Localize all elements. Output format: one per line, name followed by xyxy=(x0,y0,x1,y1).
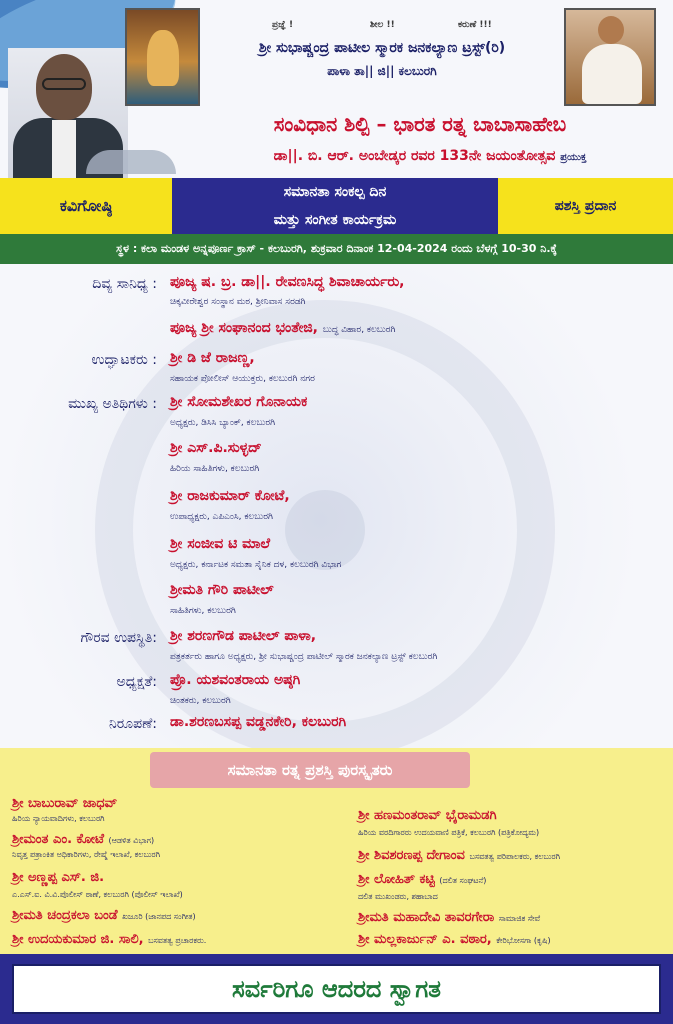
footer xyxy=(0,954,673,1024)
trust-place: ಪಾಳಾ ತಾ|| ಜಿ|| ಕಲಬುರಗಿ xyxy=(327,64,437,78)
awardee-name xyxy=(358,872,486,887)
awardee-note: (ದಲಿತ ಸಂಘಟನೆ) xyxy=(439,876,487,885)
awardee-note: ಕೇರಿಭೋಸಗಾ (ಕೃಷಿ) xyxy=(496,936,551,945)
guest-desc: ಪತ್ರಕರ್ತರು ಹಾಗೂ ಅಧ್ಯಕ್ಷರು, ಶ್ರೀ ಸುಭಾಷ್ಚಂದ್ರ ಪಾಟೀಲ್ ಸ್ಮಾರಕ ಜನಕಲ್ಯಾಣ ಟ್ರಸ್ಟ್ ಕಲಬುರಗಿ xyxy=(170,652,438,662)
awardee-note: ಬಸವತತ್ವ ಪ್ರಚಾರಕರು. xyxy=(148,936,207,945)
band-middle-line1: ಸಮಾನತಾ ಸಂಕಲ್ಪ ದಿನ xyxy=(283,184,387,200)
motto-sheela: ಶೀಲ !! xyxy=(370,20,395,30)
awardee-name: ಶ್ರೀ ಹಣಮಂತರಾವ್ ಭೈರಾಮಡಗಿ xyxy=(358,808,497,823)
label-mukhya-atithi: ಮುಖ್ಯ ಅತಿಥಿಗಳು : xyxy=(68,396,157,412)
awardee-note: ಸಾಮಾಜಿಕ ಸೇವೆ xyxy=(498,914,541,923)
band-award: ಪಶಸ್ತಿ ಪ್ರದಾನ xyxy=(498,178,673,234)
awardee-name xyxy=(358,848,560,863)
guest-name: ಶ್ರೀ ಸಂಜೀವ ಟಿ ಮಾಲೆ xyxy=(170,536,271,552)
guest-desc: ಉಪಾಧ್ಯಕ್ಷರು, ಎಪಿಎಂಸಿ, ಕಲಬುರಗಿ xyxy=(170,512,273,522)
label-udghatakaru: ಉದ್ಘಾಟಕರು : xyxy=(91,352,157,368)
awardee-desc: ನಿವೃತ್ತ ಪತ್ರಾಂಕಿತ ಅಧಿಕಾರಿಗಳು, ರೇಷ್ಮೆ ಇಲಾಖೆ, ಕಲಬುರಗಿ xyxy=(12,850,161,859)
awardee-name-text: ಶ್ರೀ ಉದಯಕುಮಾರ ಜಿ. ಸಾಲಿ, xyxy=(12,932,144,947)
awardee-name xyxy=(12,908,196,923)
header xyxy=(0,0,673,178)
band-middle xyxy=(172,178,498,234)
awardee-note: (ಆಡಳಿತ ವಿಭಾಗ) xyxy=(108,836,155,845)
basava-body xyxy=(582,44,642,104)
guest-name xyxy=(170,320,395,336)
guest-name: ಡಾ.ಶರಣಬಸಪ್ಪ ವಡ್ಡನಕೇರಿ, ಕಲಬುರಗಿ xyxy=(170,714,347,730)
awardee-name-text: ಶ್ರೀ ಶಿವಶರಣಪ್ಪ ದೇಗಾಂವ xyxy=(358,848,465,863)
awardee-name xyxy=(358,910,540,925)
guest-name: ಶ್ರೀ ರಾಜಕುಮಾರ್ ಕೋಟೆ, xyxy=(170,488,290,504)
buddha-image xyxy=(125,8,200,106)
awardee-name-text: ಶ್ರೀ ಲೋಹಿತ್ ಕಟ್ಟಿ xyxy=(358,872,435,887)
guest-name: ಶ್ರೀ ಎಸ್.ಪಿ.ಸುಳ್ಳದ್ xyxy=(170,440,262,456)
portrait-shirt xyxy=(52,120,76,178)
guest-name: ಶ್ರೀ ಶರಣಗೌಡ ಪಾಟೀಲ್ ಪಾಳಾ, xyxy=(170,628,317,644)
program-band xyxy=(0,178,673,234)
guest-desc: ಅಧ್ಯಕ್ಷರು, ಕರ್ನಾಟಕ ಸಮತಾ ಸೈನಿಕ ದಳ, ಕಲಬುರಗಿ ವಿಭಾಗ xyxy=(170,560,342,570)
guest-name: ಪೂಜ್ಯ ಷ. ಬ್ರ. ಡಾ||. ರೇವಣಸಿದ್ಧ ಶಿವಾಚಾರ್ಯರು, xyxy=(170,274,405,290)
awardee-name: ಶ್ರೀ ಅಣ್ಣಪ್ಪ ಎಸ್. ಜಿ. xyxy=(12,870,105,885)
buddha-figure xyxy=(147,30,179,86)
venue-line: ಸ್ಥಳ : ಕಲಾ ಮಂಡಳ ಅನ್ನಪೂರ್ಣ ಕ್ರಾಸ್ - ಕಲಬುರಗಿ, ಶುಕ್ರವಾರ ದಿನಾಂಕ 12-04-2024 ರಂದು ಬೆಳಗ್ಗೆ 10-30 ನಿ.ಕ್ಕೆ xyxy=(0,234,673,264)
guest-desc: ಸಹಾಯಕ ಪೋಲೀಸ್ ಆಯುಕ್ತರು, ಕಲಬುರಗಿ ನಗರ xyxy=(170,374,315,384)
awardee-note: ಖಜೂರಿ (ಜಾನಪದ ಸಂಗೀತ) xyxy=(122,912,196,921)
trust-name: ಶ್ರೀ ಸುಭಾಷ್ಚಂದ್ರ ಪಾಟೀಲ ಸ್ಮಾರಕ ಜನಕಲ್ಯಾಣ ಟ್ರಸ್ಟ್(ರಿ) xyxy=(258,40,506,56)
motto-prajna: ಪ್ರಜ್ಞೆ ! xyxy=(272,20,294,30)
awardee-name-text: ಶ್ರೀಮಂತ ಎಂ. ಕೋಟೆ xyxy=(12,832,104,847)
guest-name: ಪ್ರೊ. ಯಶವಂತರಾಯ ಅಷ್ಠಗಿ xyxy=(170,672,301,688)
awardee-desc: ಹಿರಿಯ ವರದಿಗಾರರು ಉದಯವಾಣಿ ಪತ್ರಿಕೆ, ಕಲಬುರಗಿ (ಪತ್ರಿಕೋದ್ಯಮ) xyxy=(358,828,540,837)
guest-desc: ಸಾಹಿತಿಗಳು, ಕಲಬುರಗಿ xyxy=(170,606,236,616)
guest-desc: ಚಿಕ್ಕವೀರೇಶ್ವರ ಸಂಸ್ಥಾನ ಮಠ, ಶ್ರೀನಿವಾಸ ಸರಡಗಿ xyxy=(170,297,306,307)
guest-desc: ಅಧ್ಯಕ್ಷರು, ಡಿಸಿಸಿ ಬ್ಯಾಂಕ್, ಕಲಬುರಗಿ xyxy=(170,418,276,428)
awardee-desc: ಎ.ಎಸ್.ಐ. ವಿ.ವಿ.ಪೊಲೀಸ್ ಠಾಣೆ, ಕಲಬುರಗಿ (ಪೊಲೀಸ್ ಇಲಾಖೆ) xyxy=(12,890,183,899)
event-title: ಸಂವಿಧಾನ ಶಿಲ್ಪಿ – ಭಾರತ ರತ್ನ ಬಾಬಾಸಾಹೇಬ xyxy=(273,112,567,136)
guest-name: ಶ್ರೀ ಸೋಮಶೇಖರ ಗೊನಾಯಕ xyxy=(170,394,308,410)
label-adhyakshate: ಅಧ್ಯಕ್ಷತೆ: xyxy=(116,674,157,690)
basava-head xyxy=(598,16,624,44)
band-kavigoshti: ಕವಿಗೋಷ್ಠಿ xyxy=(0,178,172,234)
subtitle-main: ಡಾ||. ಬಿ. ಆರ್. ಅಂಬೇಡ್ಕರ ರವರ 133ನೇ ಜಯಂತೋತ್ಸವ xyxy=(273,148,556,164)
guest-desc: ಚಿಂತಕರು, ಕಲಬುರಗಿ xyxy=(170,696,231,706)
chakra-hub xyxy=(285,490,365,570)
guest-desc: ಬುದ್ಧ ವಿಹಾರ, ಕಲಬುರಗಿ xyxy=(322,325,396,335)
awards-title: ಸಮಾನತಾ ರತ್ನ ಪ್ರಶಸ್ತಿ ಪುರಸ್ಕೃತರು xyxy=(150,752,470,788)
basavanna-image xyxy=(564,8,656,106)
welcome-banner: ಸರ್ವರಿಗೂ ಆದರದ ಸ್ವಾಗತ xyxy=(12,964,661,1014)
subtitle-suffix: ಪ್ರಯುಕ್ತ xyxy=(560,152,587,163)
awardee-name-text: ಶ್ರೀಮತಿ ಮಹಾದೇವಿ ತಾವರಗೇರಾ xyxy=(358,910,495,925)
portrait-glasses xyxy=(42,78,86,90)
awards-section xyxy=(0,748,673,954)
motto-karune: ಕರುಣೆ !!! xyxy=(458,20,492,30)
parliament-silhouette xyxy=(86,150,176,174)
guest-name: ಶ್ರೀಮತಿ ಗೌರಿ ಪಾಟೀಲ್ xyxy=(170,582,274,598)
guest-desc: ಹಿರಿಯ ಸಾಹಿತಿಗಳು, ಕಲಬುರಗಿ xyxy=(170,464,260,474)
awardee-name-text: ಶ್ರೀ ಮಲ್ಲಕಾರ್ಜುನ್ ಎ. ವಠಾರ, xyxy=(358,932,492,947)
label-divya-sanidhya: ದಿವ್ಯ ಸಾನಿಧ್ಯ : xyxy=(92,276,157,292)
awardee-desc: ದಲಿತ ಮುಖಂಡರು, ಶಹಾಬಾದ xyxy=(358,892,438,901)
awardee-note: ಬಸವತತ್ವ ಪರಿಪಾಲಕರು, ಕಲಬುರಗಿ xyxy=(469,852,560,861)
awardee-name: ಶ್ರೀ ಬಾಬುರಾವ್ ಜಾಧವ್ xyxy=(12,796,118,811)
awardee-name xyxy=(12,832,154,847)
awardee-name-text: ಶ್ರೀಮತಿ ಚಂದ್ರಕಲಾ ಬಂಡೆ xyxy=(12,908,118,923)
label-nirupane: ನಿರೂಪಣೆ: xyxy=(108,716,157,732)
band-middle-line2: ಮತ್ತು ಸಂಗೀತ ಕಾರ್ಯಕ್ರಮ xyxy=(273,212,397,228)
guest-name: ಶ್ರೀ ಡಿ ಜೆ ರಾಜಣ್ಣ, xyxy=(170,350,255,366)
label-gourava: ಗೌರವ ಉಪಸ್ಥಿತಿ: xyxy=(80,630,157,646)
awardee-name xyxy=(12,932,206,947)
guest-name-text: ಪೂಜ್ಯ ಶ್ರೀ ಸಂಘಾನಂದ ಭಂತೇಜಿ, xyxy=(170,320,318,336)
awardee-name xyxy=(358,932,551,947)
event-subtitle xyxy=(190,148,670,164)
awardee-desc: ಹಿರಿಯ ನ್ಯಾಯವಾದಿಗಳು, ಕಲಬುರಗಿ xyxy=(12,814,105,823)
